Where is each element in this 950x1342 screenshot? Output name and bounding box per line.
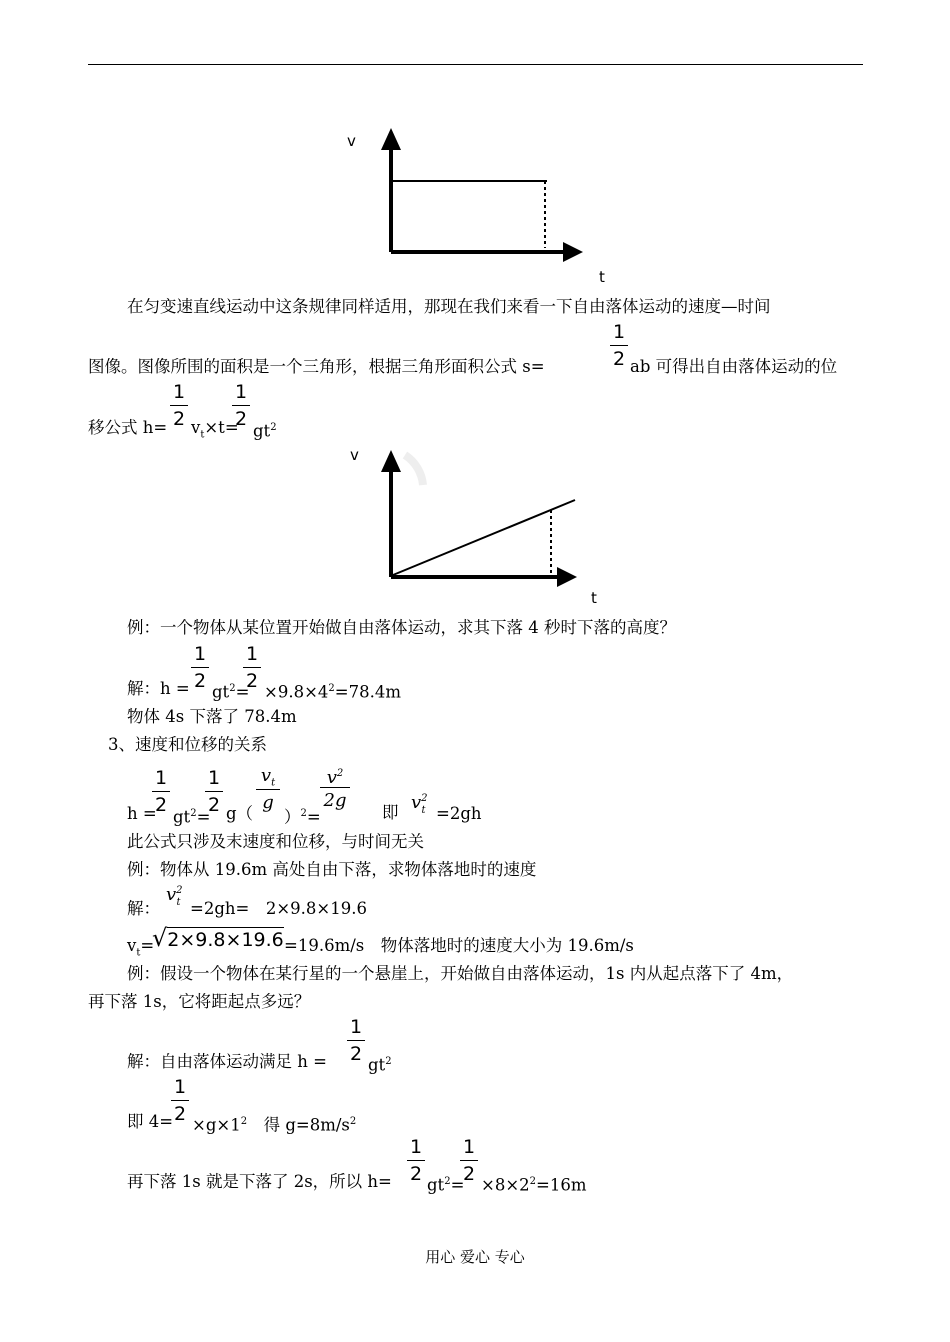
page-footer: 用心 爱心 专心	[425, 1248, 525, 1266]
example3-question-2: 再下落 1s，它将距起点多远？	[88, 992, 311, 1011]
paragraph-3d: $gt^2$	[253, 421, 277, 441]
paragraph-2a: 图像。图像所围的面积是一个三角形，根据三角形面积公式 s=	[88, 357, 545, 376]
example2-vt-a: $v_t=$	[127, 936, 155, 959]
paragraph-3a: 移公式 h=	[88, 418, 168, 437]
velocity-time-chart-linear	[335, 440, 625, 615]
paragraph-2b: ab 可得出自由落体运动的位	[630, 357, 838, 376]
relation-a: h =	[127, 804, 157, 823]
fraction-half: 1 2	[243, 642, 261, 693]
velocity-time-chart-constant	[335, 120, 625, 290]
chart1-y-label: v	[347, 132, 356, 150]
fraction-half: 1 2	[170, 380, 188, 431]
frac-den: 2	[612, 348, 626, 370]
fraction-half: 1 2	[232, 380, 250, 431]
fraction-half: 1 2	[347, 1015, 365, 1066]
relation-d: g（	[226, 804, 254, 823]
example1-question: 例：一个物体从某位置开始做自由落体运动，求其下落 4 秒时下落的高度？	[127, 618, 676, 637]
example1-answer: 物体 4s 下落了 78.4m	[127, 707, 297, 726]
frac-num: 1	[612, 321, 626, 343]
fraction-half: 1 2	[152, 766, 170, 817]
fraction-half	[610, 320, 628, 371]
note: 此公式只涉及末速度和位移，与时间无关	[127, 832, 424, 851]
relation-e: ）$^2$=	[284, 807, 321, 827]
example2-question: 例：物体从 19.6m 高处自由下落，求物体落地时的速度	[127, 860, 537, 879]
fraction-vt-over-g: $v_t$ g	[256, 764, 280, 815]
chart2-x-label: t	[591, 589, 597, 607]
chart2-y-label: v	[350, 446, 359, 464]
fraction-half: 1 2	[205, 766, 223, 817]
fraction-half: 1 2	[171, 1075, 189, 1126]
fraction-vt2-over-2g: $v^2$ 2g	[320, 762, 350, 813]
section-3-heading: 3、速度和位移的关系	[108, 735, 267, 754]
math-vt-squared: $v^2_t$	[166, 884, 183, 908]
header-rule	[88, 64, 863, 65]
example3-step1-b: $gt^2$	[368, 1055, 392, 1075]
paragraph-3b: $v_t\times t=$	[191, 418, 239, 441]
example3-step3-a: 再下落 1s 就是下落了 2s，所以 h=	[127, 1172, 392, 1191]
fraction-half: 1 2	[460, 1135, 478, 1186]
example3-step1-a: 解：自由落体运动满足 h =	[127, 1052, 327, 1071]
relation-h: =2gh	[436, 804, 482, 823]
paragraph-1: 在匀变速直线运动中这条规律同样适用，那现在我们来看一下自由落体运动的速度—时间	[127, 297, 771, 316]
example2-solution-a: 解：	[127, 899, 160, 918]
chart1-x-label: t	[599, 268, 605, 286]
example1-solution-d: $\times 9.8\times 4^2=78.4m$	[264, 682, 401, 702]
math-vt-squared: $v^2_t$	[411, 792, 428, 816]
sqrt-expression: √2×9.8×19.6	[152, 924, 284, 952]
relation-b: $gt^2=$	[173, 807, 211, 827]
example1-solution-b: $gt^2=$	[212, 682, 250, 702]
relation-g: 即	[382, 803, 399, 822]
fraction-half: 1 2	[191, 642, 209, 693]
fraction-half: 1 2	[407, 1135, 425, 1186]
example2-vt-c: =19.6m/s 物体落地时的速度大小为 19.6m/s	[284, 936, 634, 955]
example3-step3-b: $gt^2=$	[427, 1175, 465, 1195]
example3-step3-d: $\times 8\times 2^2=16m$	[481, 1175, 587, 1195]
example3-step2-b: $\times g\times 1^2$ 得 $g=8m/s^2$	[192, 1115, 357, 1135]
example2-solution-b: =2gh= 2×9.8×19.6	[190, 899, 367, 918]
example3-question-1: 例：假设一个物体在某行星的一个悬崖上，开始做自由落体运动，1s 内从起点落下了 4m，	[127, 964, 794, 983]
example3-step2-a: 即 4=	[127, 1112, 174, 1131]
example1-solution-a: 解：h =	[127, 679, 190, 698]
